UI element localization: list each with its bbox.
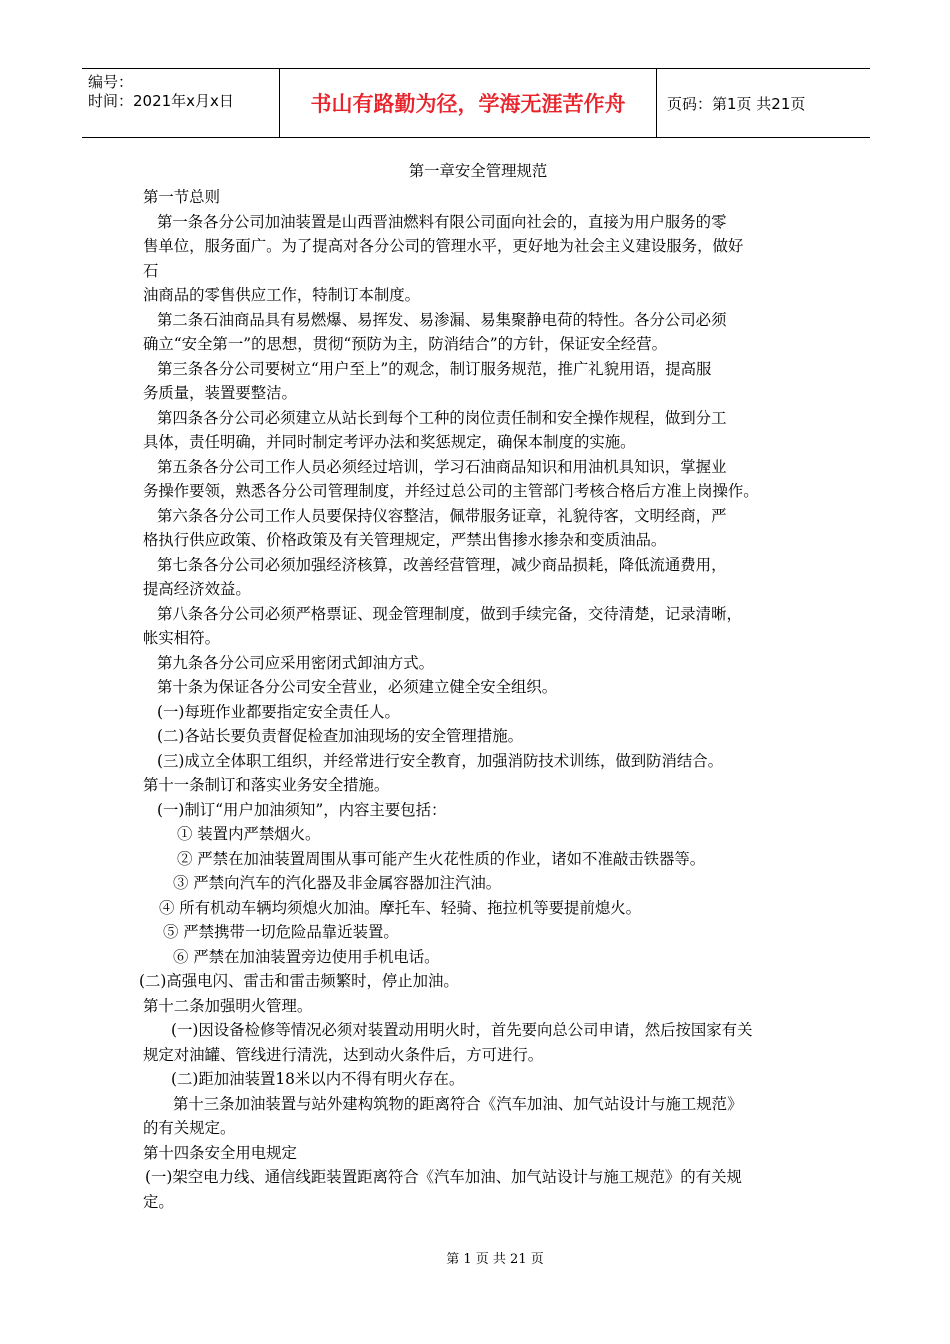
- paragraph-line: ④ 所有机动车辆均须熄火加油。摩托车、轻骑、拖拉机等要提前熄火。: [159, 898, 642, 917]
- paragraph-line: 第六条各分公司工作人员要保持仪容整洁，佩带服务证章，礼貌待客，文明经商，严: [157, 506, 727, 525]
- paragraph-line: (一)架空电力线、通信线距装置距离符合《汽车加油、加气站设计与施工规范》的有关规: [145, 1168, 742, 1186]
- paragraph-line: 第十三条加油装置与站外建构筑物的距离符合《汽车加油、加气站设计与施工规范》: [173, 1094, 743, 1113]
- paragraph-line: (二)高强电闪、雷击和雷击频繁时，停止加油。: [139, 972, 459, 990]
- number-label: 编号：: [88, 73, 134, 91]
- paragraph-line: ⑤ 严禁携带一切危险品靠近装置。: [163, 923, 399, 941]
- paragraph-line: 第十四条安全用电规定: [143, 1143, 297, 1162]
- paragraph-line: (一)每班作业都要指定安全责任人。: [157, 702, 400, 721]
- paragraph-line: 定。: [143, 1192, 174, 1211]
- paragraph-line: ⑥ 严禁在加油装置旁边使用手机电话。: [173, 947, 440, 966]
- paragraph-line: 售单位，服务面广。为了提高对各分公司的管理水平，更好地为社会主义建设服务，做好: [143, 237, 744, 255]
- motto: 书山有路勤为径，学海无涯苦作舟: [280, 69, 657, 137]
- paragraph-line: 第三条各分公司要树立“用户至上”的观念，制订服务规范，推广礼貌用语，提高服: [157, 359, 712, 378]
- paragraph-line: 规定对油罐、管线进行清洗，达到动火条件后，方可进行。: [143, 1045, 544, 1064]
- paragraph-line: (二)距加油装置18米以内不得有明火存在。: [171, 1070, 465, 1088]
- page-info: 页码：第1页 共21页: [667, 94, 806, 113]
- page-header: [82, 68, 870, 138]
- document-title: 第一章安全管理规范: [408, 162, 548, 180]
- paragraph-line: 第七条各分公司必须加强经济核算，改善经营管理，减少商品损耗，降低流通费用，: [157, 555, 727, 574]
- date-label: 时间：2021年x月x日: [88, 92, 234, 110]
- paragraph-line: 第二条石油商品具有易燃爆、易挥发、易渗漏、易集聚静电荷的特性。各分公司必须: [157, 310, 727, 329]
- paragraph-line: 第五条各分公司工作人员必须经过培训，学习石油商品知识和用油机具知识，掌握业: [157, 457, 727, 476]
- paragraph-line: 确立“安全第一”的思想，贯彻“预防为主，防消结合”的方针，保证安全经营。: [143, 335, 667, 353]
- paragraph-line: 第九条各分公司应采用密闭式卸油方式。: [157, 653, 435, 672]
- paragraph-line: 提高经济效益。: [143, 580, 251, 598]
- paragraph-line: 第八条各分公司必须严格票证、现金管理制度，做到手续完备，交待清楚，记录清晰，: [157, 604, 742, 623]
- paragraph-line: 务质量，装置要整洁。: [143, 384, 297, 402]
- paragraph-line: (一)制订“用户加油须知”，内容主要包括：: [157, 800, 447, 819]
- paragraph-line: 第四条各分公司必须建立从站长到每个工种的岗位责任制和安全操作规程，做到分工: [157, 408, 727, 427]
- paragraph-line: 油商品的零售供应工作，特制订本制度。: [143, 286, 421, 304]
- document-body: [139, 158, 813, 1214]
- paragraph-line: 务操作要领，熟悉各分公司管理制度，并经过总公司的主管部门考核合格后方准上岗操作。: [143, 482, 759, 500]
- paragraph-line: 第十二条加强明火管理。: [143, 996, 313, 1015]
- paragraph-line: (一)因设备检修等情况必须对装置动用明火时，首先要向总公司申请，然后按国家有关: [171, 1021, 753, 1039]
- paragraph-line: 第一条各分公司加油装置是山西晋油燃料有限公司面向社会的，直接为用户服务的零: [157, 212, 727, 231]
- paragraph-line: ③ 严禁向汽车的汽化器及非金属容器加注汽油。: [173, 874, 502, 892]
- paragraph-line: 第十条为保证各分公司安全营业，必须建立健全安全组织。: [157, 678, 558, 696]
- paragraph-line: ① 装置内严禁烟火。: [177, 825, 321, 843]
- paragraph-line: 格执行供应政策、价格政策及有关管理规定，严禁出售掺水掺杂和变质油品。: [143, 531, 667, 549]
- paragraph-line: (二)各站长要负责督促检查加油现场的安全管理措施。: [157, 727, 523, 745]
- page-footer: 第 1 页 共 21 页: [446, 1252, 544, 1267]
- paragraph-line: 第十一条制订和落实业务安全措施。: [143, 776, 390, 794]
- paragraph-line: 石: [143, 261, 159, 280]
- paragraph-line: 第一节总则: [143, 188, 220, 206]
- paragraph-line: 帐实相符。: [143, 629, 220, 647]
- paragraph-line: (三)成立全体职工组织，并经常进行安全教育，加强消防技术训练，做到防消结合。: [157, 751, 724, 770]
- paragraph-line: ② 严禁在加油装置周围从事可能产生火花性质的作业，诸如不准敲击铁器等。: [177, 849, 706, 868]
- header-meta-cell: [82, 69, 280, 137]
- paragraph-list: [139, 185, 813, 1214]
- paragraph-line: 的有关规定。: [143, 1119, 236, 1137]
- paragraph-line: 具体，责任明确，并同时制定考评办法和奖惩规定，确保本制度的实施。: [143, 433, 636, 451]
